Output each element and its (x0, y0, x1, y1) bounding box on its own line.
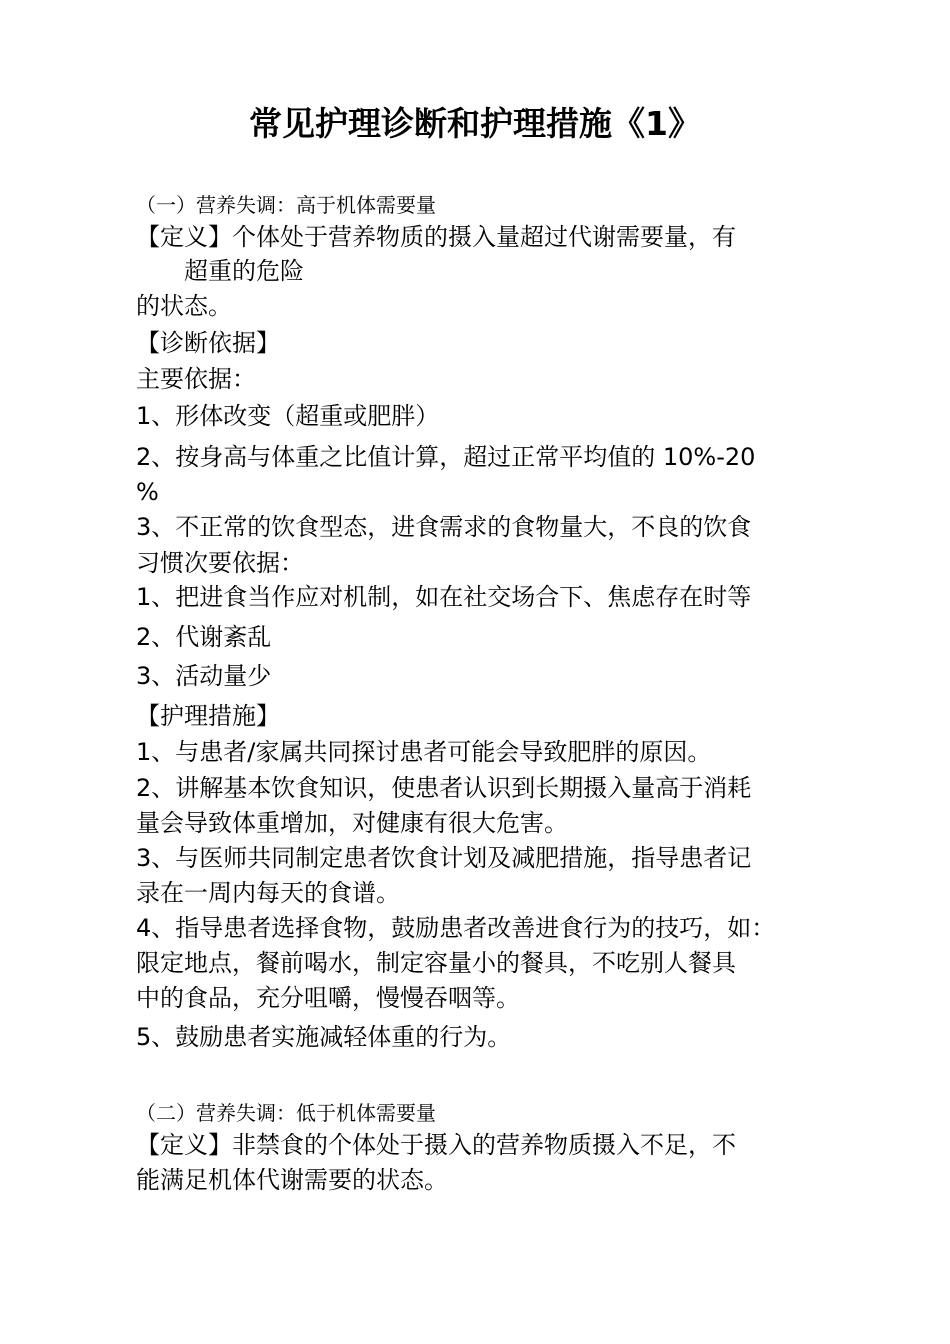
measure-item-3-line2: 录在一周内每天的食谱。 (136, 879, 400, 907)
section1-definition-line3: 的状态。 (136, 292, 232, 320)
section2-definition-line1: 【定义】非禁食的个体处于摄入的营养物质摄入不足，不 (136, 1131, 736, 1159)
section1-definition-line2: 超重的危险 (184, 257, 304, 285)
main-basis-item-3-line2: 习惯次要依据： (136, 549, 304, 577)
main-basis-item-2-line2: % (136, 478, 159, 506)
section1-heading: （一）营养失调：高于机体需要量 (136, 193, 436, 217)
measure-item-5: 5、鼓励患者实施减轻体重的行为。 (136, 1023, 512, 1051)
main-basis-label: 主要依据： (136, 365, 256, 393)
measure-item-2-line1: 2、讲解基本饮食知识，使患者认识到长期摄入量高于消耗 (136, 774, 752, 802)
nursing-measures-heading: 【护理措施】 (136, 702, 280, 730)
secondary-basis-item-2: 2、代谢紊乱 (136, 623, 272, 651)
secondary-basis-item-3: 3、活动量少 (136, 662, 272, 690)
main-basis-item-2-line1: 2、按身高与体重之比值计算，超过正常平均值的 10%-20 (136, 443, 756, 471)
section1-definition-line1: 【定义】个体处于营养物质的摄入量超过代谢需要量，有 (136, 223, 736, 251)
section2-definition-line2: 能满足机体代谢需要的状态。 (136, 1166, 448, 1194)
measure-item-1: 1、与患者/家属共同探讨患者可能会导致肥胖的原因。 (136, 738, 712, 766)
section2-heading: （二）营养失调：低于机体需要量 (136, 1101, 436, 1125)
measure-item-3-line1: 3、与医师共同制定患者饮食计划及减肥措施，指导患者记 (136, 844, 752, 872)
measure-item-4-line2: 限定地点，餐前喝水，制定容量小的餐具，不吃别人餐具 (136, 949, 736, 977)
secondary-basis-item-1: 1、把进食当作应对机制，如在社交场合下、焦虑存在时等 (136, 583, 752, 611)
measure-item-2-line2: 量会导致体重增加，对健康有很大危害。 (136, 809, 568, 837)
document-title: 常见护理诊断和护理措施《1》 (249, 104, 701, 143)
measure-item-4-line1: 4、指导患者选择食物，鼓励患者改善进食行为的技巧，如： (136, 914, 776, 942)
diagnosis-heading: 【诊断依据】 (136, 329, 280, 357)
measure-item-4-line3: 中的食品，充分咀嚼，慢慢吞咽等。 (136, 984, 520, 1012)
main-basis-item-1: 1、形体改变（超重或肥胖） (136, 402, 440, 430)
main-basis-item-3-line1: 3、不正常的饮食型态，进食需求的食物量大，不良的饮食 (136, 513, 752, 541)
